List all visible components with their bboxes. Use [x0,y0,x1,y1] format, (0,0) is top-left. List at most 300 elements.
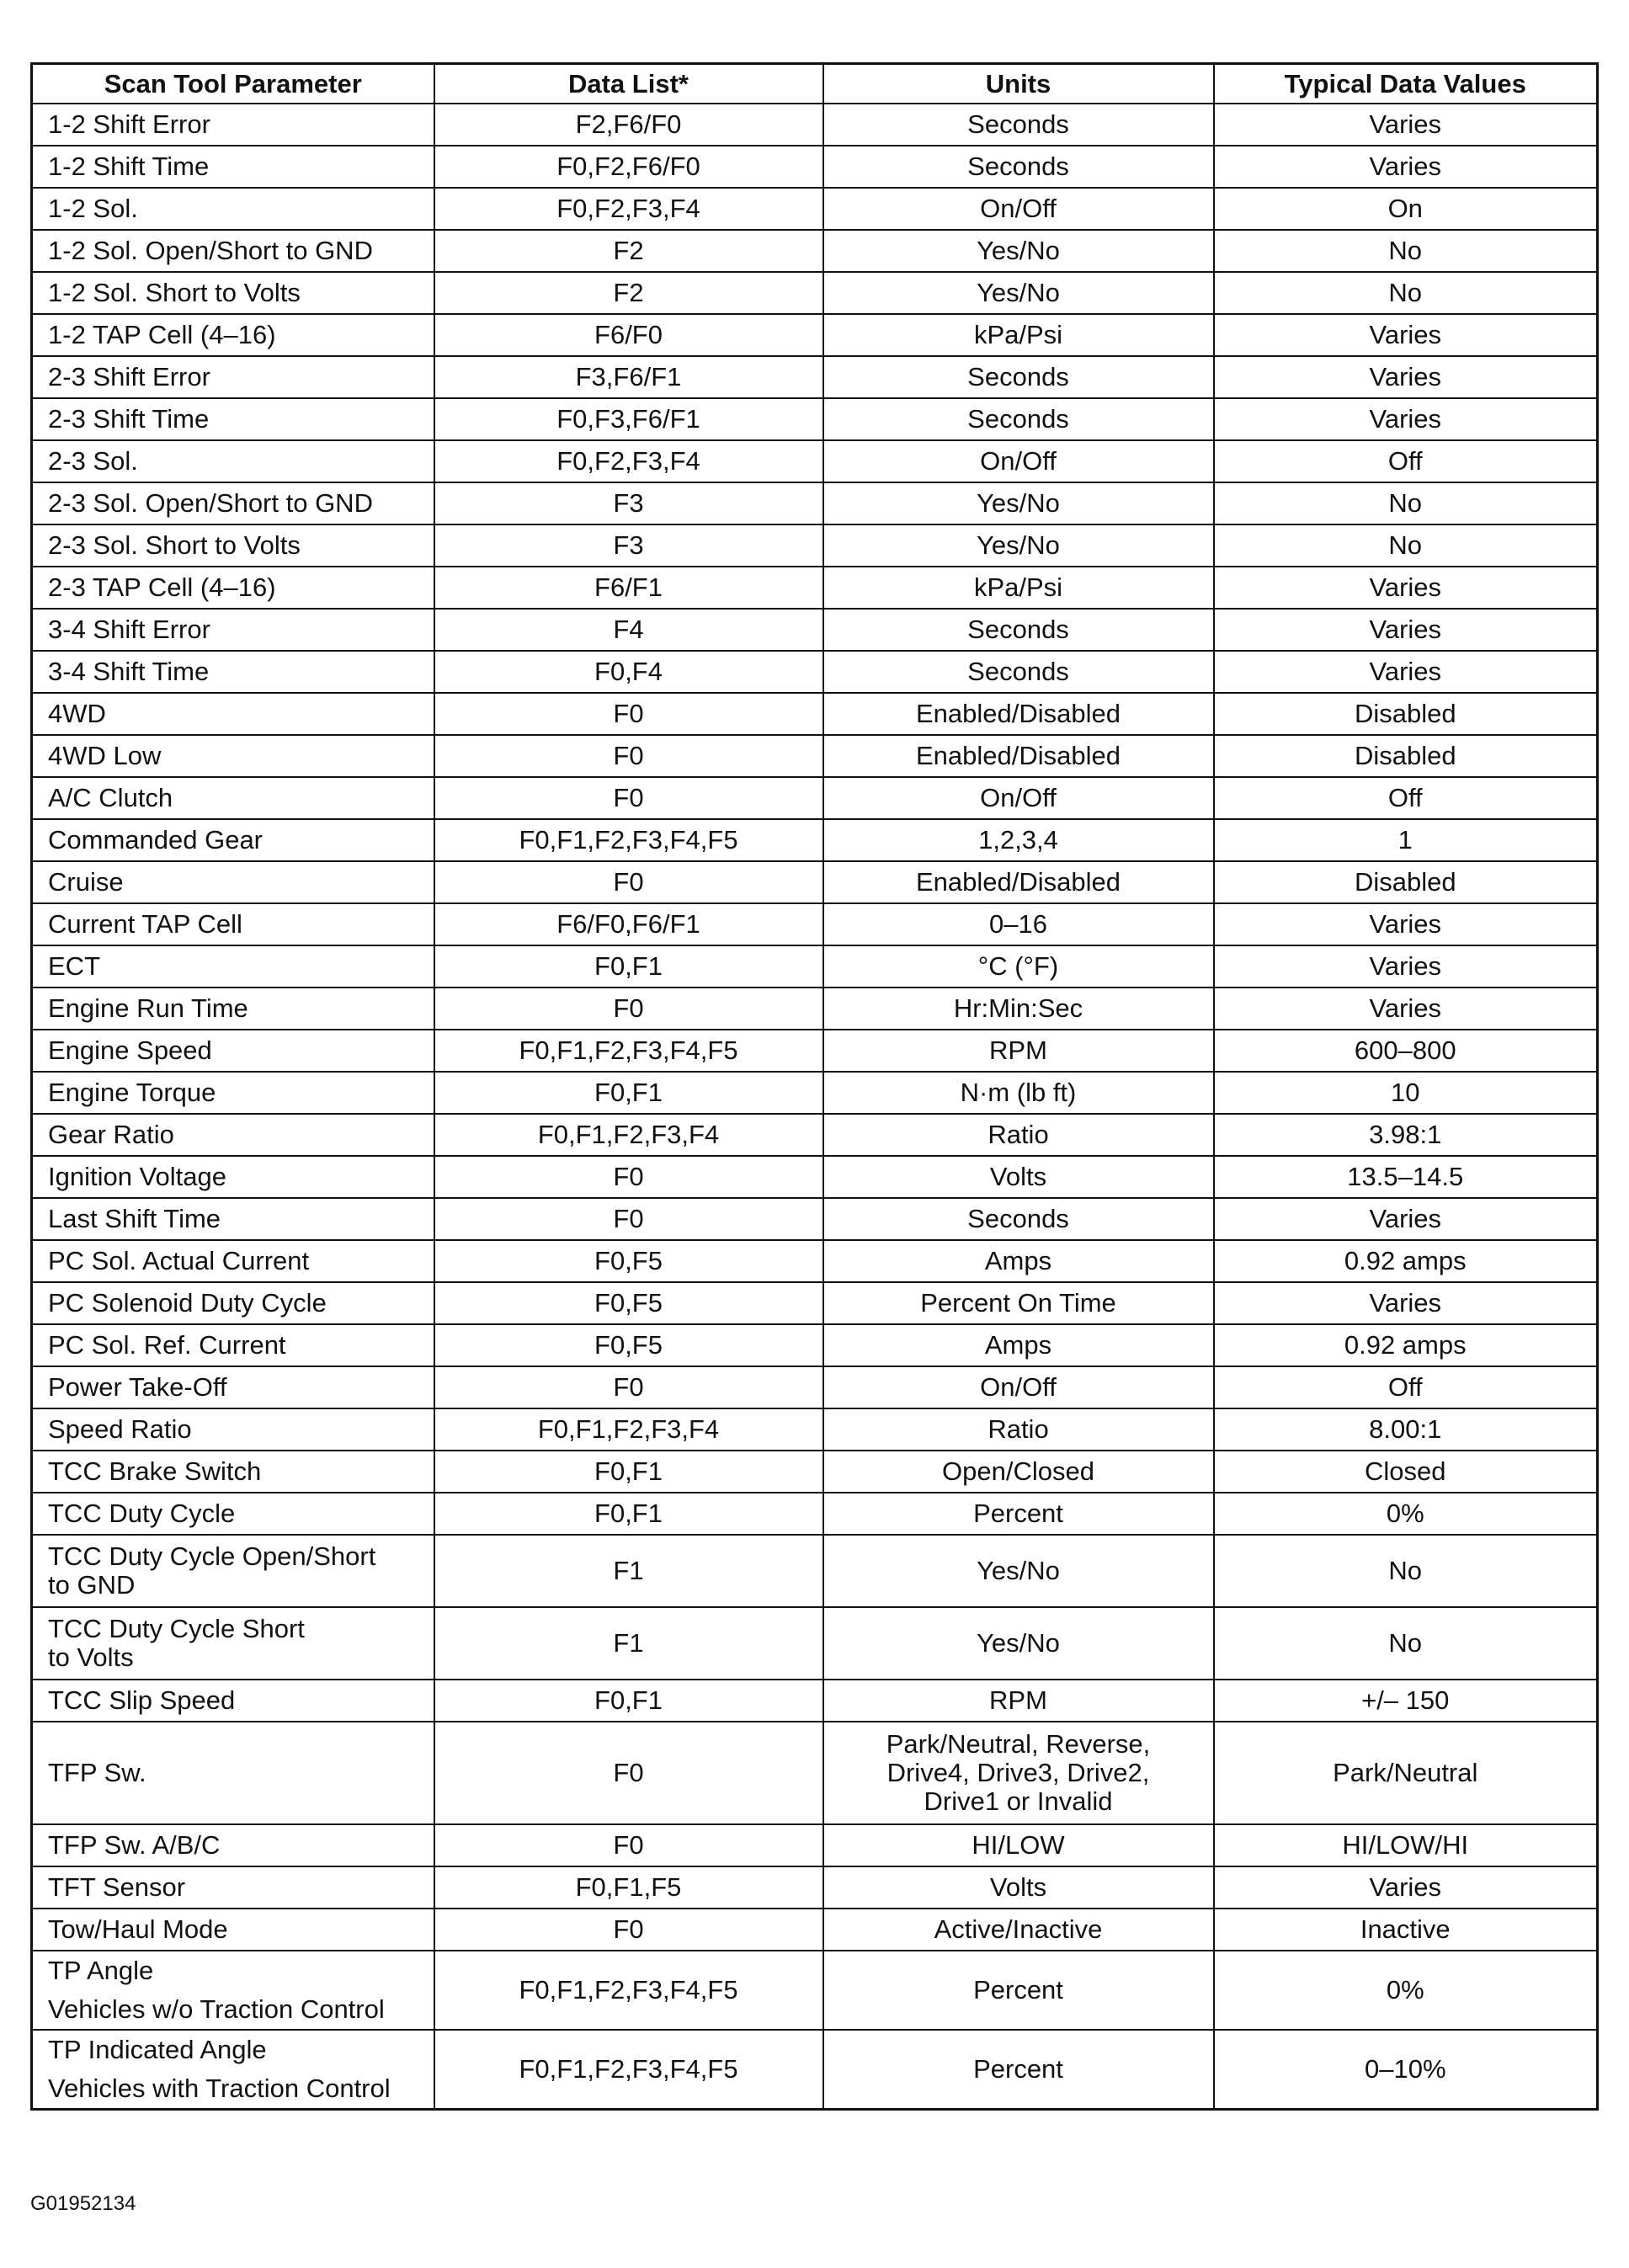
cell-typical-data-value: 0% [1214,1493,1598,1535]
cell-typical-data-value: Varies [1214,1866,1598,1909]
cell-scan-tool-parameter [32,1866,434,1909]
parameter-text: Engine Run Time [48,993,248,1023]
cell-data-list: F0 [434,735,823,777]
cell-typical-data-value: Off [1214,440,1598,482]
cell-units [823,314,1214,356]
cell-scan-tool-parameter [32,1240,434,1282]
cell-data-list: F4 [434,609,823,651]
cell-data-list: F0,F4 [434,651,823,693]
cell-scan-tool-parameter [32,1607,434,1680]
cell-data-list: F6/F0,F6/F1 [434,903,823,945]
cell-units [823,945,1214,988]
table-row [32,609,1598,651]
cell-data-list: F2 [434,272,823,314]
table-row [32,651,1598,693]
cell-data-list: F0,F1 [434,1493,823,1535]
cell-scan-tool-parameter [32,735,434,777]
cell-scan-tool-parameter [32,2030,434,2110]
cell-units [823,1951,1214,2030]
parameter-text: Speed Ratio [48,1414,192,1444]
cell-data-list: F3,F6/F1 [434,356,823,398]
cell-typical-data-value: Varies [1214,567,1598,609]
units-text: Percent On Time [920,1288,1116,1318]
cell-scan-tool-parameter [32,1680,434,1722]
parameter-text: Vehicles with Traction Control [48,2074,391,2103]
parameter-text: 2-3 Sol. Short to Volts [48,530,301,560]
cell-units [823,272,1214,314]
cell-scan-tool-parameter [32,567,434,609]
parameter-text: 2-3 Sol. [48,446,138,476]
cell-typical-data-value: Inactive [1214,1909,1598,1951]
cell-data-list: F1 [434,1607,823,1680]
parameter-text: Power Take-Off [48,1372,227,1402]
parameter-text: Tow/Haul Mode [48,1914,228,1944]
units-text: °C (°F) [977,951,1059,981]
cell-units [823,398,1214,440]
cell-units [823,903,1214,945]
cell-data-list: F0 [434,1722,823,1824]
cell-typical-data-value: Disabled [1214,861,1598,903]
table-row [32,482,1598,524]
parameter-text: PC Sol. Actual Current [48,1246,310,1275]
table-row [32,1156,1598,1198]
cell-typical-data-value: Varies [1214,945,1598,988]
parameter-text: 1-2 Shift Error [48,109,210,139]
cell-scan-tool-parameter [32,1156,434,1198]
parameter-text: to Volts [48,1642,134,1672]
cell-data-list: F0,F1,F2,F3,F4,F5 [434,1030,823,1072]
cell-typical-data-value: Off [1214,1366,1598,1408]
cell-scan-tool-parameter [32,1493,434,1535]
table-row [32,272,1598,314]
cell-units [823,1156,1214,1198]
table-row [32,861,1598,903]
table-row [32,314,1598,356]
units-text: HI/LOW [972,1830,1065,1860]
units-text: Volts [989,1872,1047,1902]
cell-units [823,524,1214,567]
cell-data-list: F3 [434,524,823,567]
table-row [32,1072,1598,1114]
cell-units [823,1240,1214,1282]
figure-id: G01952134 [30,2192,136,2215]
cell-units [823,1324,1214,1366]
parameter-text: 2-3 Sol. Open/Short to GND [48,488,373,518]
cell-data-list: F0,F1 [434,1451,823,1493]
cell-data-list: F0,F2,F6/F0 [434,146,823,188]
cell-data-list: F0 [434,777,823,819]
units-text: Yes/No [977,530,1060,560]
parameter-text: TCC Duty Cycle Short [48,1614,305,1643]
table-row [32,1282,1598,1324]
units-text: Ratio [988,1120,1049,1149]
parameter-text: TFT Sensor [48,1872,186,1902]
units-text: Yes/No [977,488,1060,518]
cell-units [823,1282,1214,1324]
units-text: Seconds [967,152,1069,181]
parameter-text: TP Angle [48,1956,154,1985]
scan-tool-data-table [30,62,1599,2111]
parameter-text: Engine Speed [48,1036,212,1065]
cell-typical-data-value: Varies [1214,104,1598,146]
cell-typical-data-value: 0.92 amps [1214,1240,1598,1282]
cell-scan-tool-parameter [32,1909,434,1951]
parameter-text: TFP Sw. [48,1758,146,1787]
table-row [32,1240,1598,1282]
cell-units [823,1909,1214,1951]
units-text: On/Off [980,1372,1057,1402]
parameter-text: TCC Duty Cycle [48,1499,236,1528]
cell-typical-data-value: No [1214,524,1598,567]
cell-typical-data-value: 1 [1214,819,1598,861]
cell-typical-data-value: No [1214,1607,1598,1680]
cell-typical-data-value: 0–10% [1214,2030,1598,2110]
cell-scan-tool-parameter [32,356,434,398]
parameter-text: TP Indicated Angle [48,2035,267,2064]
cell-scan-tool-parameter [32,272,434,314]
units-text: Enabled/Disabled [915,867,1121,897]
parameter-text: to GND [48,1570,136,1600]
parameter-text: Vehicles w/o Traction Control [48,1994,385,2024]
cell-scan-tool-parameter [32,1030,434,1072]
cell-units [823,819,1214,861]
units-text: On/Off [980,783,1057,812]
parameter-text: Gear Ratio [48,1120,174,1149]
cell-scan-tool-parameter [32,1824,434,1866]
cell-scan-tool-parameter [32,777,434,819]
cell-data-list: F0,F1 [434,945,823,988]
parameter-text: 2-3 TAP Cell (4–16) [48,572,276,602]
cell-units [823,1451,1214,1493]
cell-units [823,735,1214,777]
cell-scan-tool-parameter [32,1408,434,1451]
cell-scan-tool-parameter [32,1282,434,1324]
cell-units [823,188,1214,230]
cell-data-list: F6/F1 [434,567,823,609]
table-row [32,1114,1598,1156]
units-text: On/Off [980,446,1057,476]
cell-typical-data-value: HI/LOW/HI [1214,1824,1598,1866]
cell-typical-data-value: Varies [1214,146,1598,188]
cell-scan-tool-parameter [32,651,434,693]
cell-typical-data-value: Varies [1214,651,1598,693]
table-row [32,988,1598,1030]
units-text: Yes/No [977,1556,1060,1585]
table-row [32,1824,1598,1866]
cell-scan-tool-parameter [32,945,434,988]
table-row [32,777,1598,819]
table-row [32,440,1598,482]
cell-data-list: F0,F1,F2,F3,F4,F5 [434,1951,823,2030]
cell-scan-tool-parameter [32,1072,434,1114]
table-row [32,1722,1598,1824]
cell-typical-data-value: 3.98:1 [1214,1114,1598,1156]
cell-units [823,1366,1214,1408]
scan-tool-data-sheet [30,62,1596,2111]
cell-data-list: F0,F2,F3,F4 [434,440,823,482]
cell-scan-tool-parameter [32,482,434,524]
parameter-text: A/C Clutch [48,783,173,812]
table-row [32,735,1598,777]
table-row [32,1866,1598,1909]
units-text: N·m (lb ft) [960,1078,1077,1107]
units-text: Yes/No [977,1628,1060,1658]
table-row [32,230,1598,272]
units-text: Yes/No [977,278,1060,307]
cell-data-list: F2 [434,230,823,272]
parameter-text: 4WD Low [48,741,162,770]
cell-typical-data-value: No [1214,272,1598,314]
parameter-text: TFP Sw. A/B/C [48,1830,221,1860]
cell-typical-data-value: Disabled [1214,693,1598,735]
cell-typical-data-value: Varies [1214,903,1598,945]
cell-typical-data-value: Varies [1214,609,1598,651]
parameter-text: Commanded Gear [48,825,264,854]
table-row [32,2030,1598,2110]
units-text: On/Off [980,194,1057,223]
table-row [32,524,1598,567]
cell-data-list: F0,F1 [434,1072,823,1114]
table-row [32,104,1598,146]
units-text: Percent [973,1499,1063,1528]
cell-scan-tool-parameter [32,398,434,440]
parameter-text: TCC Slip Speed [48,1685,236,1715]
units-text: Drive4, Drive3, Drive2, [886,1758,1150,1787]
cell-typical-data-value: +/– 150 [1214,1680,1598,1722]
cell-scan-tool-parameter [32,819,434,861]
cell-units [823,1607,1214,1680]
header-scan-tool-parameter: Scan Tool Parameter [32,64,434,104]
cell-typical-data-value: Varies [1214,398,1598,440]
cell-scan-tool-parameter [32,1114,434,1156]
cell-scan-tool-parameter [32,1535,434,1607]
cell-scan-tool-parameter [32,1951,434,2030]
cell-units [823,1030,1214,1072]
cell-typical-data-value: Varies [1214,1282,1598,1324]
units-text: Percent [973,2054,1063,2084]
cell-units [823,104,1214,146]
cell-units [823,1535,1214,1607]
cell-scan-tool-parameter [32,1451,434,1493]
header-data-list: Data List* [434,64,823,104]
cell-data-list: F0,F1,F2,F3,F4,F5 [434,819,823,861]
cell-typical-data-value: Disabled [1214,735,1598,777]
units-text: kPa/Psi [973,572,1063,602]
table-row [32,1607,1598,1680]
table-row [32,1324,1598,1366]
units-text: Enabled/Disabled [915,741,1121,770]
units-text: Ratio [988,1414,1049,1444]
table-row [32,903,1598,945]
cell-units [823,1722,1214,1824]
cell-typical-data-value: Varies [1214,356,1598,398]
cell-scan-tool-parameter [32,861,434,903]
cell-units [823,1198,1214,1240]
cell-data-list: F2,F6/F0 [434,104,823,146]
cell-data-list: F0,F1,F5 [434,1866,823,1909]
cell-data-list: F6/F0 [434,314,823,356]
cell-data-list: F0 [434,1824,823,1866]
cell-scan-tool-parameter [32,1722,434,1824]
cell-scan-tool-parameter [32,903,434,945]
units-text: Seconds [967,1204,1069,1233]
cell-typical-data-value: Varies [1214,988,1598,1030]
parameter-text: Ignition Voltage [48,1162,227,1191]
cell-scan-tool-parameter [32,1198,434,1240]
parameter-text: 3-4 Shift Time [48,657,210,686]
cell-units [823,861,1214,903]
cell-data-list: F1 [434,1535,823,1607]
units-text: Amps [984,1330,1052,1360]
cell-data-list: F0,F1 [434,1680,823,1722]
cell-units [823,482,1214,524]
cell-typical-data-value: On [1214,188,1598,230]
units-text: 1,2,3,4 [978,825,1058,854]
cell-data-list: F0,F1,F2,F3,F4 [434,1114,823,1156]
units-text: 0–16 [989,909,1047,939]
cell-typical-data-value: 10 [1214,1072,1598,1114]
table-row [32,146,1598,188]
cell-units [823,988,1214,1030]
cell-units [823,1680,1214,1722]
units-text: Active/Inactive [934,1914,1103,1944]
cell-scan-tool-parameter [32,104,434,146]
parameter-text: Engine Torque [48,1078,216,1107]
parameter-text: 2-3 Shift Time [48,404,210,434]
units-text: Seconds [967,615,1069,644]
parameter-text: 1-2 Shift Time [48,152,210,181]
units-text: Percent [973,1975,1063,2004]
cell-data-list: F0 [434,1156,823,1198]
cell-scan-tool-parameter [32,314,434,356]
table-row [32,1951,1598,2030]
cell-scan-tool-parameter [32,524,434,567]
cell-typical-data-value: Park/Neutral [1214,1722,1598,1824]
parameter-text: Current TAP Cell [48,909,242,939]
cell-scan-tool-parameter [32,146,434,188]
units-text: Open/Closed [942,1456,1094,1486]
parameter-text: TCC Brake Switch [48,1456,262,1486]
parameter-text: TCC Duty Cycle Open/Short [48,1541,376,1571]
cell-units [823,567,1214,609]
cell-units [823,609,1214,651]
cell-data-list: F0 [434,1366,823,1408]
units-text: Drive1 or Invalid [924,1786,1113,1816]
cell-typical-data-value: No [1214,230,1598,272]
table-row [32,398,1598,440]
cell-scan-tool-parameter [32,1324,434,1366]
parameter-text: PC Sol. Ref. Current [48,1330,286,1360]
units-text: Yes/No [977,236,1060,265]
units-text: RPM [989,1685,1047,1715]
table-row [32,1680,1598,1722]
cell-typical-data-value: 600–800 [1214,1030,1598,1072]
units-text: Volts [989,1162,1047,1191]
cell-data-list: F0,F1,F2,F3,F4,F5 [434,2030,823,2110]
cell-typical-data-value: Closed [1214,1451,1598,1493]
cell-data-list: F0 [434,988,823,1030]
cell-units [823,1493,1214,1535]
cell-units [823,146,1214,188]
parameter-text: 2-3 Shift Error [48,362,210,391]
cell-units [823,651,1214,693]
cell-typical-data-value: Varies [1214,314,1598,356]
cell-typical-data-value: 0.92 amps [1214,1324,1598,1366]
cell-units [823,777,1214,819]
cell-data-list: F0,F5 [434,1240,823,1282]
cell-typical-data-value: 13.5–14.5 [1214,1156,1598,1198]
cell-typical-data-value: Varies [1214,1198,1598,1240]
cell-data-list: F0,F2,F3,F4 [434,188,823,230]
cell-typical-data-value: 8.00:1 [1214,1408,1598,1451]
units-text: Seconds [967,362,1069,391]
parameter-text: 1-2 Sol. Open/Short to GND [48,236,373,265]
table-row [32,1198,1598,1240]
cell-scan-tool-parameter [32,693,434,735]
cell-units [823,1824,1214,1866]
header-typical-data-values: Typical Data Values [1214,64,1598,104]
cell-units [823,440,1214,482]
units-text: RPM [989,1036,1047,1065]
table-row [32,188,1598,230]
cell-units [823,356,1214,398]
cell-units [823,2030,1214,2110]
table-body [32,104,1598,2110]
table-row [32,356,1598,398]
table-row [32,693,1598,735]
cell-data-list: F0 [434,1198,823,1240]
table-row [32,1366,1598,1408]
table-row [32,1451,1598,1493]
cell-units [823,1072,1214,1114]
table-header-row [32,64,1598,104]
units-text: Enabled/Disabled [915,699,1121,728]
parameter-text: 3-4 Shift Error [48,615,210,644]
cell-units [823,1114,1214,1156]
cell-data-list: F0,F1,F2,F3,F4 [434,1408,823,1451]
cell-data-list: F0,F5 [434,1324,823,1366]
table-row [32,1535,1598,1607]
parameter-text: ECT [48,951,100,981]
cell-units [823,1408,1214,1451]
cell-data-list: F0 [434,861,823,903]
cell-scan-tool-parameter [32,440,434,482]
units-text: Amps [984,1246,1052,1275]
cell-scan-tool-parameter [32,230,434,272]
cell-scan-tool-parameter [32,988,434,1030]
cell-units [823,230,1214,272]
cell-data-list: F0 [434,693,823,735]
cell-scan-tool-parameter [32,1366,434,1408]
parameter-text: Cruise [48,867,124,897]
parameter-text: 1-2 TAP Cell (4–16) [48,320,276,349]
units-text: Seconds [967,657,1069,686]
cell-data-list: F0,F3,F6/F1 [434,398,823,440]
units-text: Seconds [967,404,1069,434]
cell-typical-data-value: Off [1214,777,1598,819]
table-row [32,1909,1598,1951]
parameter-text: 1-2 Sol. [48,194,138,223]
units-text: Park/Neutral, Reverse, [886,1729,1151,1759]
table-row [32,1493,1598,1535]
cell-data-list: F3 [434,482,823,524]
units-text: Hr:Min:Sec [953,993,1083,1023]
parameter-text: PC Solenoid Duty Cycle [48,1288,327,1318]
cell-units [823,1866,1214,1909]
table-row [32,819,1598,861]
cell-scan-tool-parameter [32,609,434,651]
cell-scan-tool-parameter [32,188,434,230]
